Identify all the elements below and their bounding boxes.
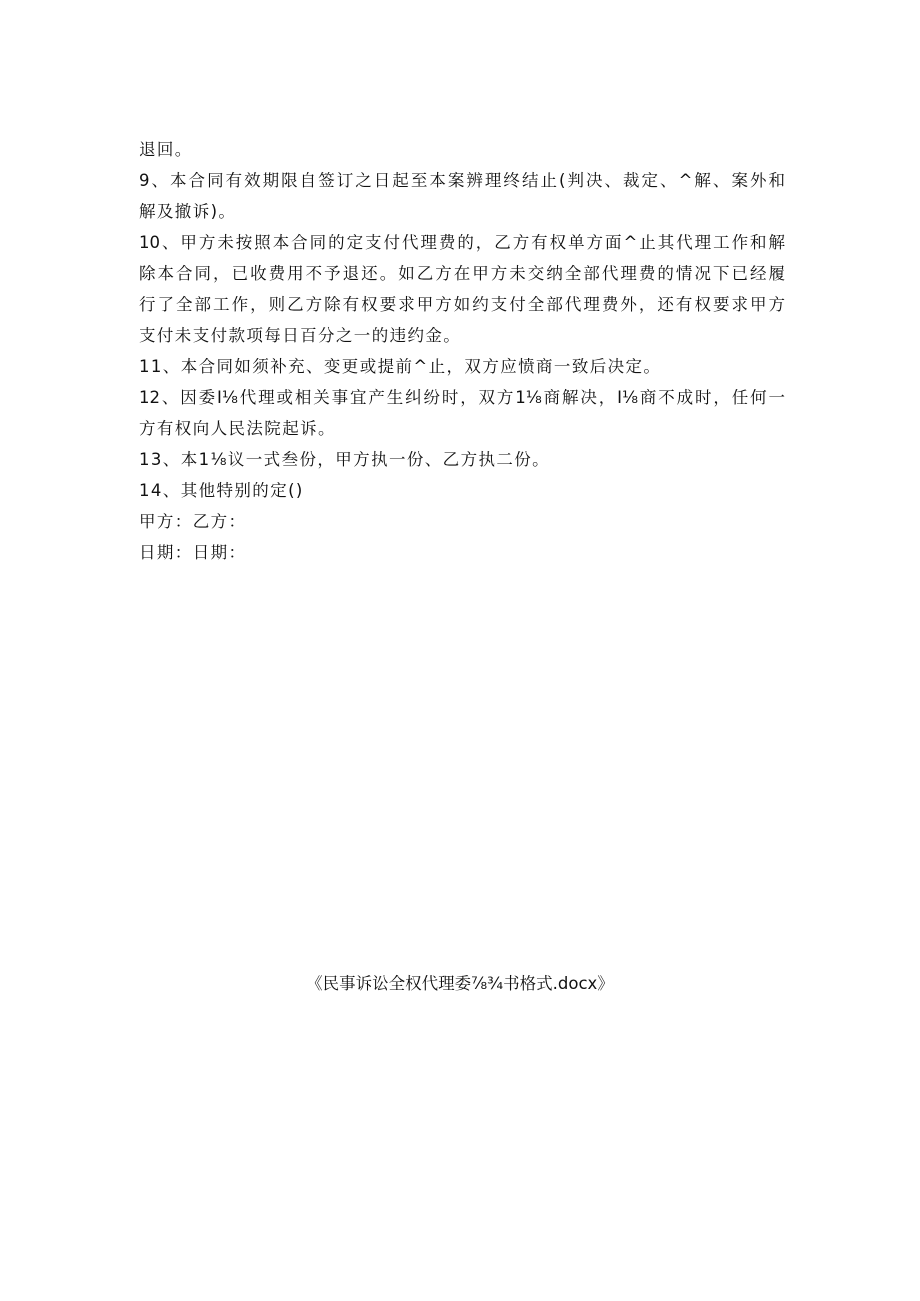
- date-line: 日期：日期：: [139, 543, 247, 562]
- clause-10-line-4: 支付未支付款项每日百分之一的违约金。: [139, 326, 462, 345]
- clause-9-line-2: 解及撤诉)。: [139, 202, 237, 221]
- text-line: 退回。: [139, 140, 193, 159]
- clause-10-line-2: 除本合同，已收费用不予退还。如乙方在甲方未交纳全部代理费的情况下已经履: [139, 264, 785, 283]
- clause-10-line-1: 10、甲方未按照本合同的定支付代理费的，乙方有权单方面^止其代理工作和解: [139, 233, 785, 252]
- document-footer-title: 《民事诉讼全权代理委⅞¾书格式.docx》: [306, 974, 614, 993]
- party-signature-line: 甲方：乙方：: [139, 512, 247, 531]
- document-body: [139, 134, 785, 568]
- clause-14-line: 14、其他特别的定(): [139, 481, 304, 500]
- clause-10-line-3: 行了全部工作，则乙方除有权要求甲方如约支付全部代理费外，还有权要求甲方: [139, 295, 785, 314]
- clause-11-line: 11、本合同如须补充、变更或提前^止，双方应愤商一致后决定。: [139, 357, 662, 376]
- clause-12-line-1: 12、因委I⅛代理或相关事宜产生纠纷时，双方1⅛商解决，I⅛商不成时，任何一: [139, 388, 785, 407]
- clause-12-line-2: 方有权向人民法院起诉。: [139, 419, 336, 438]
- clause-13-line: 13、本1⅛议一式叁份，甲方执一份、乙方执二份。: [139, 450, 551, 469]
- clause-9-line-1: 9、本合同有效期限自签订之日起至本案辨理终结止(判决、裁定、^解、案外和: [139, 171, 785, 190]
